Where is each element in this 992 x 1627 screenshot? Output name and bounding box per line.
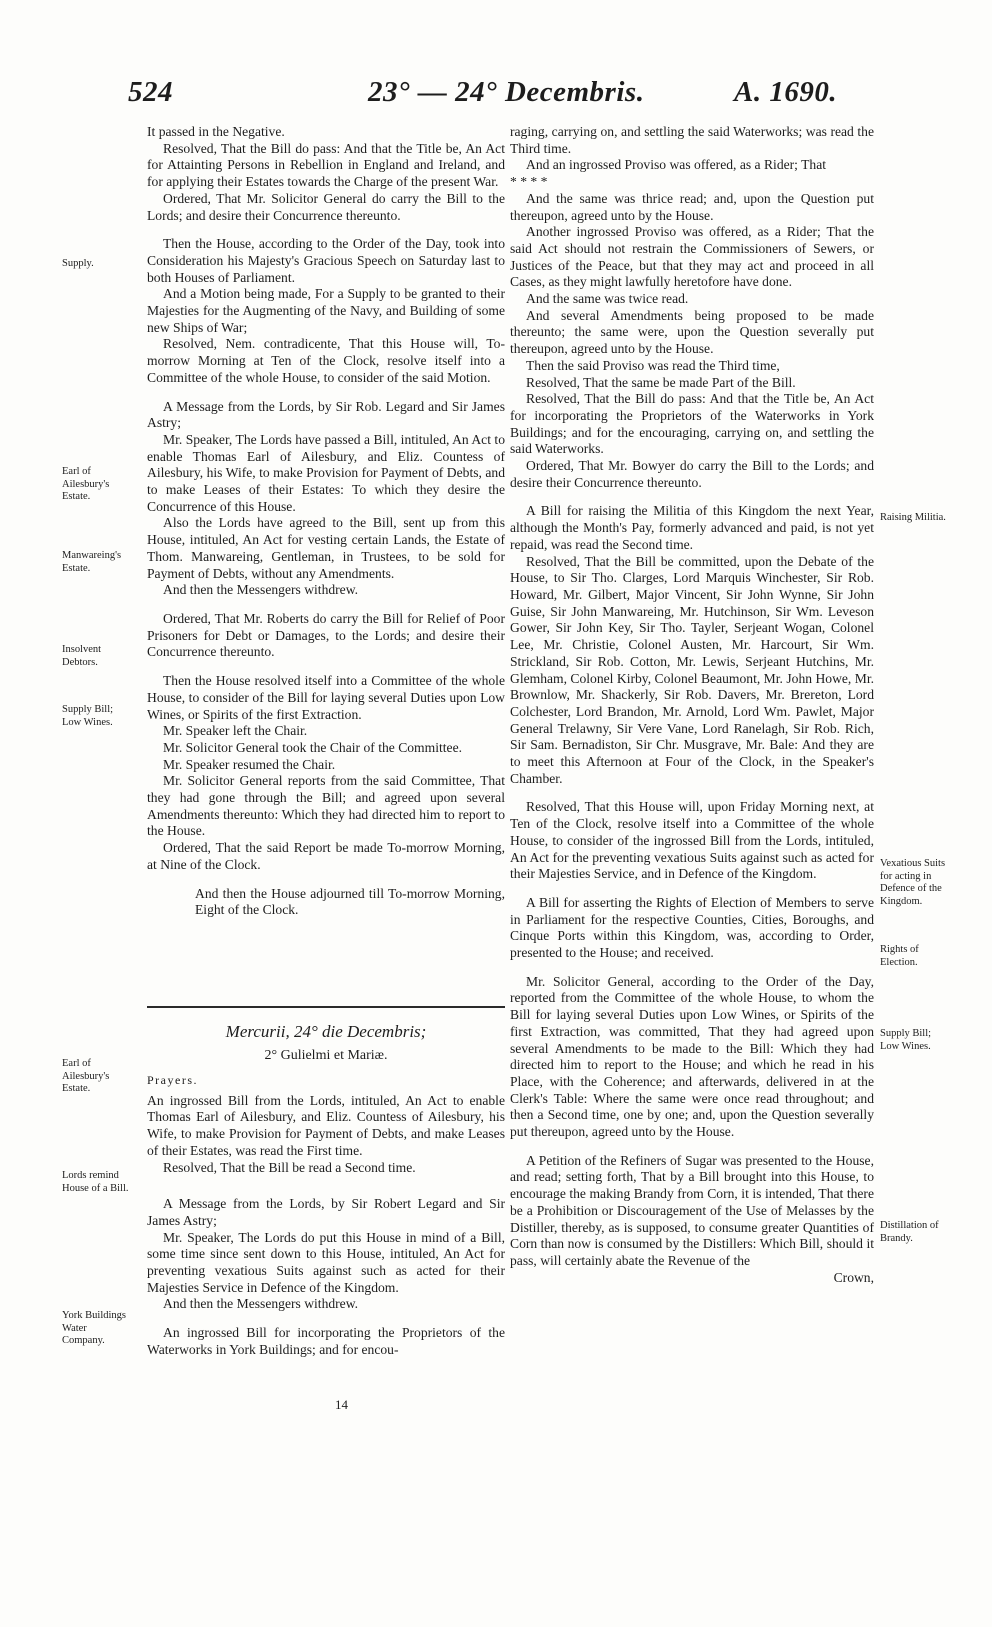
paragraph: Then the said Proviso was read the Third time, xyxy=(526,357,780,373)
margin-note: Vexatious Suits for acting in Defence of the Kingdom. xyxy=(880,858,946,907)
margin-note: Supply Bill; Low Wines. xyxy=(62,704,114,728)
paragraph: Ordered, That Mr. Bowyer do carry the Bill to the Lords; and desire their Concurrence thereunto. xyxy=(510,458,874,490)
paragraph: Ordered, That the said Report be made To-morrow Morning, at Nine of the Clock. xyxy=(147,840,505,872)
paragraph: Resolved, Nem. contradicente, That this House will, To-morrow Morning at Ten of the Clock, resolve itself into a Committee of the whole House, to consider of the said Motion. xyxy=(147,336,505,385)
margin-note: York Buildings Water Company. xyxy=(62,1310,126,1347)
paragraph: And an ingrossed Proviso was offered, as a Rider; That xyxy=(526,157,827,173)
paragraph: Resolved, That the Bill do pass: And that the Title be, An Act for Attainting Persons in Rebellion in England and Ireland, and for applying their Estates towards the Charge of the present War. xyxy=(147,140,505,190)
margin-note: Distillation of Brandy. xyxy=(880,1220,939,1244)
regnal-year: 2° Gulielmi et Mariæ. xyxy=(264,1048,388,1063)
margin-note: Earl of Ailesbury's Estate. xyxy=(62,1058,110,1095)
margin-note: Insolvent Debtors. xyxy=(62,644,102,668)
paragraph: Then the House, according to the Order of the Day, took into Consideration his Majesty's Gracious Speech on Saturday last to both Houses of Parliament. xyxy=(147,236,505,285)
paragraph: Mr. Speaker left the Chair. xyxy=(163,723,308,739)
paragraph: And the same was thrice read; and, upon the Question put thereupon, agreed unto by the House. xyxy=(510,190,874,223)
margin-note: Supply. xyxy=(62,258,94,269)
right-column xyxy=(510,124,874,1286)
margin-note: Raising Militia. xyxy=(880,512,946,523)
left-column-top xyxy=(147,124,505,919)
paragraph: Mr. Solicitor General took the Chair of the Committee. xyxy=(163,739,463,755)
paragraph: Then the House resolved itself into a Committee of the whole House, to consider of the Bill for laying several Duties upon Low Wines, or Spirits of the first Extraction. xyxy=(147,673,505,722)
paragraph: And then the Messengers withdrew. xyxy=(163,1296,359,1312)
paragraph: Resolved, That the Bill be committed, upon the Debate of the House, to Sir Tho. Clarges, Lord Marquis Winchester, Sir Rob. Howard, Mr. Gilbert, Major Vincent, Sir John Wynne, Sir John Guise, Sir John Manwareing, Mr. Hutchinson, Sir Wm. Leveson Gower, Sir John Key, Sir Tho. Tayler, Serjeant Wogan, Colonel Lee, Mr. Christie, Colonel Austen, Mr. Harcourt, Sir Wm. Strickland, Sir Rob. Cotton, Mr. Lewis, Serjeant Hutchins, Mr. Glemham, Colonel Kirby, Colonel Beaumont, Mr. John Howe, Mr. Brownlow, Mr. Shackerly, Sir Rob. Davers, Mr. Brereton, Lord Colchester, Lord Brandon, Mr. Arnold, Lord Wm. Pawlet, Major General Trelawny, Sir Vere Vane, Lord Ranelagh, Sir Rob. Rich, Sir Sam. Bernadiston, Sir Chr. Musgrave, Mr. Bale: And they are to meet this Afternoon at Four of the Clock, in the Speaker's Chamber. xyxy=(510,553,874,786)
section-rule xyxy=(147,1006,505,1008)
paragraph: Also the Lords have agreed to the Bill, sent up from this House, intituled, An Act for vesting certain Lands, the Estate of Thom. Manwareing, Gentleman, in Trustees, to be sold for Payment of Debts, without any Amendments. xyxy=(147,515,505,581)
folio-number: 14 xyxy=(335,1397,348,1412)
paragraph: Resolved, That the Bill be read a Second time. xyxy=(163,1159,416,1175)
paragraph: An ingrossed Bill for incorporating the Proprietors of the Waterworks in York Buildings; and for encou- xyxy=(147,1325,505,1357)
paragraph: An ingrossed Bill from the Lords, intituled, An Act to enable Thomas Earl of Ailesbury, and Eliz. Countess of Ailesbury, his Wife, to make Provision for Payment of Debts, and make Leases of their Estates, was read the First time. xyxy=(147,1092,505,1158)
paragraph: A Message from the Lords, by Sir Rob. Legard and Sir James Astry; xyxy=(147,398,505,431)
catchword: Crown, xyxy=(833,1269,874,1285)
paragraph: It passed in the Negative. xyxy=(147,124,285,139)
paragraph: Ordered, That Mr. Solicitor General do carry the Bill to the Lords; and desire their Concurrence thereunto. xyxy=(147,190,505,223)
paragraph: A Message from the Lords, by Sir Robert Legard and Sir James Astry; xyxy=(147,1196,505,1228)
paragraph: Mr. Speaker, The Lords do put this House in mind of a Bill, some time since sent down to this House, intituled, An Act for preventing vexatious Suits against such as acted for their Majesties Service in Defence of the Kingdom. xyxy=(147,1229,505,1295)
paragraph: Mr. Speaker resumed the Chair. xyxy=(163,756,336,772)
paragraph: A Bill for raising the Militia of this Kingdom the next Year, although the Month's Pay, formerly advanced and paid, is not yet repaid, was read the Second time. xyxy=(510,503,874,552)
paragraph: Resolved, That this House will, upon Friday Morning next, at Ten of the Clock, resolve itself into a Committee of the whole House, to consider of the ingrossed Bill from the Lords, intituled, An Act for the preventing vexatious Suits against such as acted for their Majesties Service, and in Defence of the Kingdom. xyxy=(510,799,874,882)
margin-note: Earl of Ailesbury's Estate. xyxy=(62,466,110,503)
paragraph: Mr. Speaker, The Lords have passed a Bill, intituled, An Act to enable Thomas Earl of Ailesbury, and Eliz. Countess of Ailesbury, his Wife, to make Provision for Payment of Debts, and to make Leases of their Estates: To which they desire the Concurrence of this House. xyxy=(147,431,505,514)
page-number: 524 xyxy=(128,76,173,108)
margin-note: Supply Bill; Low Wines. xyxy=(880,1028,932,1052)
year-heading: A. 1690. xyxy=(734,76,838,108)
paragraph: Mr. Solicitor General reports from the said Committee, That they had gone through the Bill; and agreed upon several Amendments thereunto: Which they had directed him to report to the House. xyxy=(147,773,505,839)
paragraph: * * * * xyxy=(510,174,548,190)
margin-note: Manwareing's Estate. xyxy=(62,550,122,574)
paragraph: Mr. Solicitor General, according to the Order of the Day, reported from the Committee of the whole House, to whom the Bill for laying several Duties upon Low Wines, or Spirits of the first Extraction, was committed, That they had agreed upon several Amendments to be made to the Bill: Which they had directed him to report to the House; and which he read in his Place, with the Coherence; and afterwards, delivered in at the Clerk's Table: Where the same were once read throughout; and then a Second time, one by one; and, upon the Question severally put thereupon, agreed unto by the House. xyxy=(510,973,874,1140)
date-heading: 23° — 24° Decembris. xyxy=(368,76,645,108)
adjournment: And then the House adjourned till To-morrow Morning, Eight of the Clock. xyxy=(195,885,505,918)
paragraph: raging, carrying on, and settling the said Waterworks; was read the Third time. xyxy=(510,124,874,156)
paragraph: Another ingrossed Proviso was offered, as a Rider; That the said Act should not restrain the Commissioners of Sewers, or Justices of the Peace, but that they may act and proceed in all Cases, as they might lawfully heretofore have done. xyxy=(510,224,874,290)
paragraph: And then the Messengers withdrew. xyxy=(163,582,359,598)
margin-note: Lords remind House of a Bill. xyxy=(62,1170,129,1194)
paragraph: And the same was twice read. xyxy=(526,291,689,307)
left-column-bottom xyxy=(147,1072,505,1359)
day-heading: Mercurii, 24° die Decembris; xyxy=(225,1022,427,1041)
paragraph: Resolved, That the same be made Part of the Bill. xyxy=(526,374,796,390)
prayers-heading: Prayers. xyxy=(147,1073,198,1087)
paragraph: And a Motion being made, For a Supply to be granted to their Majesties for the Augmenting of the Navy, and Building of some new Ships of War; xyxy=(147,286,505,335)
paragraph: And several Amendments being proposed to be made thereunto; the same were, upon the Question severally put thereupon, agreed unto by the House. xyxy=(510,307,874,357)
margin-note: Rights of Election. xyxy=(880,944,919,968)
paragraph: A Petition of the Refiners of Sugar was presented to the House, and read; setting forth, That by a Bill brought into this House, to encourage the making Brandy from Corn, it is intended, That there be a Prohibition or Discouragement of the Use of Melasses by the Distiller, thereby, as is supposed, to consume greater Quantities of Corn than now is consumed by the Distillers: Which Bill, should it pass, will certainly abate the Revenue of the xyxy=(510,1152,874,1268)
paragraph: A Bill for asserting the Rights of Election of Members to serve in Parliament for the respective Counties, Cities, Boroughs, and Cinque Ports within this Kingdom, was, according to Order, presented to the House; and received. xyxy=(510,894,874,961)
paragraph: Ordered, That Mr. Roberts do carry the Bill for Relief of Poor Prisoners for Debt or Damages, to the Lords; and desire their Concurrence thereunto. xyxy=(147,610,505,660)
paragraph: Resolved, That the Bill do pass: And that the Title be, An Act for incorporating the Proprietors of the Waterworks in York Buildings; and for the encouraging, carrying on, and settling the said Waterworks. xyxy=(510,391,874,457)
